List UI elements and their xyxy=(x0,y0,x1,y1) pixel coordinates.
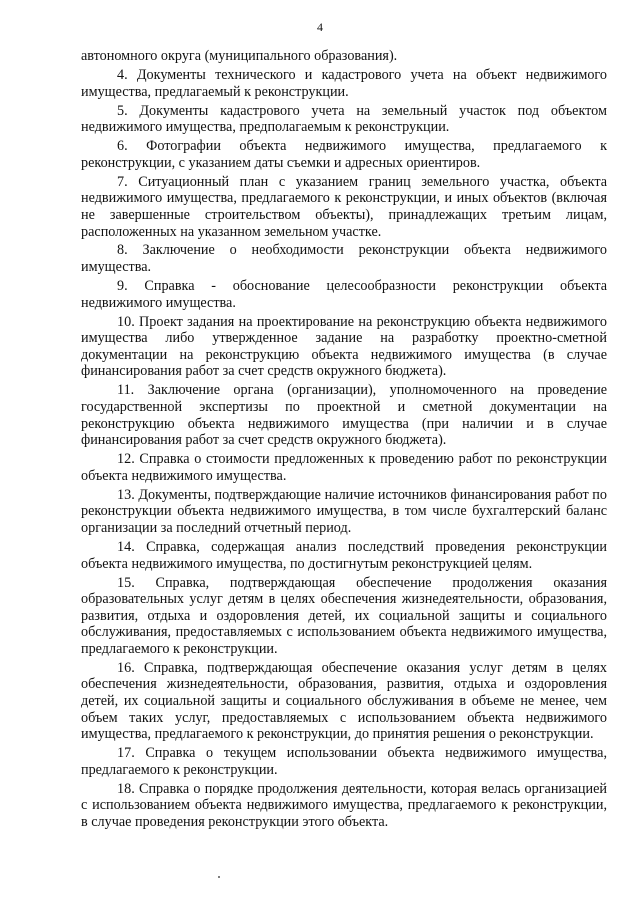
list-item-18: 18. Справка о порядке продолжения деятельности, которая велась организацией с использованием объекта недвижимого имущества, предлагаемого к реконструкции, в случае проведения реконструкции этого объекта. xyxy=(81,780,607,830)
list-item-9: 9. Справка - обоснование целесообразности реконструкции объекта недвижимого имущества. xyxy=(81,278,607,311)
list-item-12: 12. Справка о стоимости предложенных к проведению работ по реконструкции объекта недвижимого имущества. xyxy=(81,451,607,484)
paragraph-continuation: автономного округа (муниципального образования). xyxy=(81,48,398,64)
list-item-11: 11. Заключение органа (организации), уполномоченного на проведение государственной экспертизы по проектной и сметной документации на реконструкцию объекта недвижимого имущества (при наличии и в случае финансирования работ за счет средств окружного бюджета). xyxy=(81,382,607,449)
list-item-8: 8. Заключение о необходимости реконструкции объекта недвижимого имущества. xyxy=(81,242,607,276)
list-item-10: 10. Проект задания на проектирование на реконструкцию объекта недвижимого имущества либо утвержденное задание на разработку проектно-сметной документации на реконструкцию объекта недвижимого имущества (в случае финансирования работ за счет средств окружного бюджета). xyxy=(81,313,607,380)
list-item-4: 4. Документы технического и кадастрового учета на объект недвижимого имущества, предлагаемый к реконструкции. xyxy=(81,66,607,100)
document-body xyxy=(81,48,607,831)
list-item-14: 14. Справка, содержащая анализ последствий проведения реконструкции объекта недвижимого имущества, по достигнутым реконструкцией целям. xyxy=(81,538,607,572)
list-item-5: 5. Документы кадастрового учета на земельный участок под объектом недвижимого имущества, предполагаемым к реконструкции. xyxy=(81,102,607,136)
list-item-15: 15. Справка, подтверждающая обеспечение продолжения оказания образовательных услуг детям в целях обеспечения жизнедеятельности, образования, развития, отдыха и оздоровления детей, их социальной защиты и социального обслуживания, предоставляемых с использованием объекта недвижимого имущества, предлагаемого к реконструкции. xyxy=(81,574,607,657)
list-item-17: 17. Справка о текущем использовании объекта недвижимого имущества, предлагаемого к реконструкции. xyxy=(81,745,607,778)
list-item-13: 13. Документы, подтверждающие наличие источников финансирования работ по реконструкции объекта недвижимого имущества, в том числе бухгалтерский баланс организации за последний отчетный период. xyxy=(81,486,607,536)
list-item-7: 7. Ситуационный план с указанием границ земельного участка, объекта недвижимого имущества, предлагаемого к реконструкции, и иных объектов (включая не завершенные строительством объекты), принадлежащих третьим лицам, расположенных на указанном земельном участке. xyxy=(81,173,607,240)
scan-speck xyxy=(218,876,220,878)
list-item-16: 16. Справка, подтверждающая обеспечение оказания услуг детям в целях обеспечения жизнедеятельности, образования, развития, отдыха и оздоровления детей, их социальной защиты и социального обслуживания в объеме не менее, чем объем таких услуг, предоставляемых с использованием объекта недвижимого имущества, предлагаемого к реконструкции, до принятия решения о реконструкции. xyxy=(81,659,607,743)
list-item-6: 6. Фотографии объекта недвижимого имущества, предлагаемого к реконструкции, с указанием даты съемки и адресных ориентиров. xyxy=(81,138,607,171)
page-number: 4 xyxy=(317,20,323,34)
